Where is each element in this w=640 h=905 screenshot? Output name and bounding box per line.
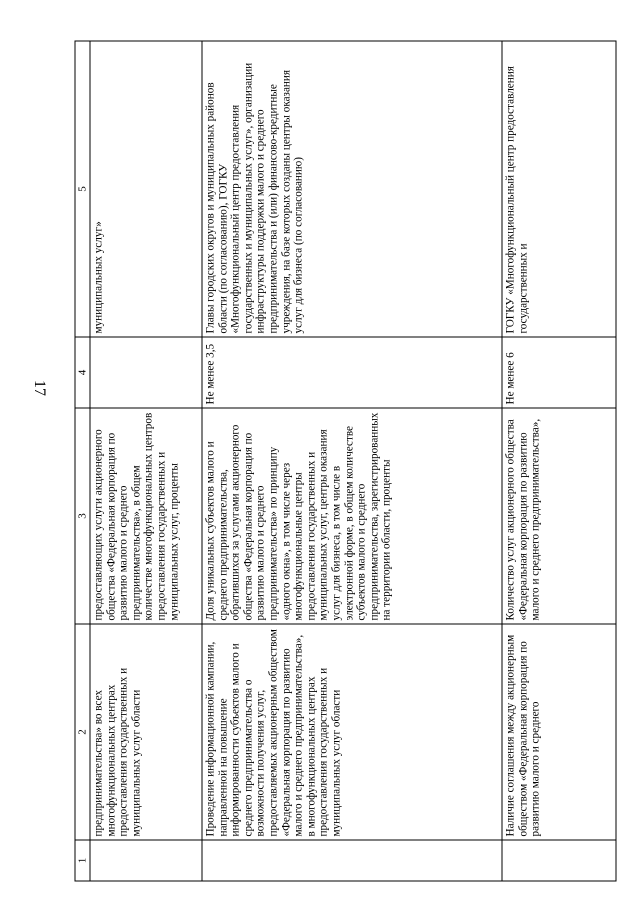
table-cell-responsible: ГОГКУ «Многофункциональный центр предоставления государственных и: [502, 41, 616, 337]
page-number: 17: [31, 380, 48, 396]
measures-table: [74, 40, 616, 881]
document-table-frame: [74, 46, 616, 881]
table-header-row: [75, 41, 90, 881]
table-cell-measure: Наличие соглашения между акционерным обществом «Федеральная корпорация по развитию малого и среднего: [502, 624, 616, 840]
table-cell-measure: предпринимательства» во всех многофункциональных центрах предоставления государственных и муниципальных услуг области: [90, 624, 202, 840]
column-header-3: 3: [75, 408, 90, 624]
table-row: [202, 41, 502, 881]
column-header-2: 2: [75, 624, 90, 840]
table-cell-indicator: предоставляющих услуги акционерного общества «Федеральная корпорация по развитию малого и среднего предпринимательства», в общем количестве многофункциональных центров предоставления государственных и муниципальных услуг, проценты: [90, 408, 202, 624]
table-row: [90, 41, 202, 881]
table-cell-indicator: Доля уникальных субъектов малого и среднего предпринимательства, обратившихся за услугами акционерного общества «Федеральная корпорация по развитию малого и среднего предпринимательства» по принципу «одного окна», в том числе через многофункциональные центры предоставления государственных и муниципальных услуг, центры оказания услуг для бизнеса, в том числе в электронной форме, в общем количестве субъектов малого и среднего предпринимательства, зарегистрированных на территории области, проценты: [202, 408, 502, 624]
table-cell-responsible: муниципальных услуг»: [90, 41, 202, 337]
column-header-5: 5: [75, 41, 90, 337]
table-cell-target-value: Не менее 3,5: [202, 337, 502, 408]
rotated-table-container: [74, 46, 616, 881]
table-row: [502, 41, 616, 881]
column-header-1: 1: [75, 840, 90, 881]
column-header-4: 4: [75, 337, 90, 408]
table-cell-indicator: Количество услуг акционерного общества «Федеральная корпорация по развитию малого и среднего предпринимательства»,: [502, 408, 616, 624]
table-cell-measure: Проведение информационной кампании, направленной на повышение информированности субъектов малого и среднего предпринимательства о возможности получения услуг, предоставляемых акционерным обществом «Федеральная корпорация по развитию малого и среднего предпринимательства», в многофункциональных центрах предоставления государственных и муниципальных услуг области: [202, 624, 502, 840]
table-cell-index: [90, 840, 202, 881]
table-cell-target-value: [90, 337, 202, 408]
table-cell-responsible: Главы городских округов и муниципальных районов области (по согласованию), ГОГКУ «Многофункциональный центр предоставления государственных и муниципальных услуг», организации инфраструктуры поддержки малого и среднего предпринимательства и (или) финансово-кредитные учреждения, на базе которых созданы центры оказания услуг для бизнеса (по согласованию): [202, 41, 502, 337]
table-cell-index: [502, 840, 616, 881]
table-cell-target-value: Не менее 6: [502, 337, 616, 408]
table-cell-index: [202, 840, 502, 881]
